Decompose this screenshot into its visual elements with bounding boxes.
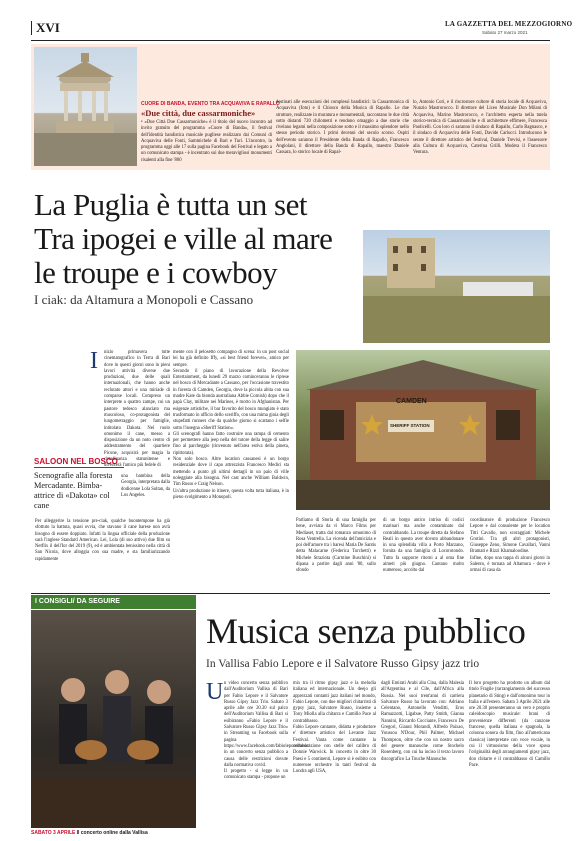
bottom-title: Musica senza pubblico: [206, 611, 526, 651]
caption-date: SABATO 3 APRILE: [31, 830, 76, 836]
bottom-col-3: dagli Emirati Arabi alla Cina, dalla Malesia all'Argentina e al Cile, dall'Africa alla Russia. Nei suoi trent'anni di carriera Salvatore Russo ha lavorato con: Adriano Celentano, Antonello Venditti, Eros Ramazzotti, Ligabue, Patty Smith, Gianna Nannini, Riccardo Cocciante, Francesco De Gregori, Gianni Morandi, Alfredo Paixao, Youssou N'Dour, Phil Palmer, Michael Thompson, oltre che con un nostro sacro del genere manouche come Stochelo Rosenberg, con cui ha inciso il terzo lavoro discografico La Touche Manouche.: [381, 681, 464, 762]
main-subtitle: I ciak: da Altamura a Monopoli e Cassano: [34, 292, 254, 307]
photo-caption: [31, 830, 148, 836]
masthead: LA GAZZETTA DEL MEZZOGIORNO: [445, 20, 573, 28]
camden-sign: CAMDEN: [396, 398, 427, 405]
caption-text: Il concerto online dalla Vallisa: [76, 830, 148, 836]
main-col-1b: una bambina della Georgia, interpretata dalla dodicenne Lola Sultan, da Los Angeles.: [121, 474, 170, 498]
main-title: [34, 188, 364, 290]
musicians-icon: [31, 610, 196, 828]
farmhouse-icon: [363, 230, 550, 343]
kiosk-icon: [34, 47, 137, 166]
main-col-4: di un borgo antico intriso di codici marinari ma anche contaminato dal contrabbando. La troupe diretta da Stefano Reali in questo aver dovuto abbandonare in una splendida villa a Porto Marzano, fornita da una famiglia di Locorotondo. Tutto fa supporre ritorni a al oma fine aimeti più giugno. Cantano molto numeroso, accolto dal: [383, 518, 464, 574]
trio-photo: [31, 610, 196, 828]
main-col-1a: nizio primavera tutte cinematografico in Terra di Bari dove in questi giorni sono in pieni lavori attività diverse due produzioni, due delle quali internazionali, che hanno anche reclutato attori e una miriade di comparse locali. Compreso un interprete a quattro zampe, cui un pastore tedesco alanciato ma muscoloso, co-protagonista del lungometraggio per famiglie, intitolato Dakota. Nel ruolo omonimo il cane, messo a disposizione da un noto centro di addestramento del quartiere Picone, acquisirà per magia la cittadinanza statunitense e diventerà l'amico più fedele di: [104, 350, 170, 469]
header-rule: [31, 40, 550, 41]
main-dropcap: I: [90, 348, 98, 374]
ipogeo-landscape-photo: [363, 230, 550, 343]
bottom-col-2: mix tra il ritmo gipsy jazz e la melodia italiana ed internazionale. Un deejo gli apprezzati contanti jazz italiani nel mondo, Fabio Lepore, con due migliori chitarristi di gypsy jazz, Salvatore Russo, insieme a Tony Miolla alla chitarra e Camillo Pace al contrabbasso. Fabio Lepore cantante, didatta e produttore e' direttore artistico del Levante Jazz Festival. Vanta come cantante la collaborazione con stelle del calibro di Donnie Warwick. In concerto in oltre 30 Paesi e 5 continenti, Lepore si è esibito con numerose orchestre in tanti festival da Londra agli USA,: [293, 681, 376, 775]
bottom-subtitle: In Vallisa Fabio Lepore e il Salvatore Russo Gipsy jazz trio: [206, 658, 480, 670]
header-divider: [31, 21, 32, 35]
sheriff-sign: SHERIFF STATION: [390, 423, 430, 428]
main-col-3: Parliamo di Storia di una famiglia per bene, avviata da vi Marco Films per Mediaset, tratta dal romanzo omonimo di Rosa Ventrella. La vicenda dell'amicizia e poi dell'amore tra i baresi Maria De Santis detta Malacarne (Federica Torchetti) e Michele Straziota (Carmine Buschini) si dipana a partire dagli anni '80, sullo sfondo: [296, 518, 376, 574]
sidebar-text: Scenografie alla foresta Mercadante. Bimba-attrice di «Dakota» col cane: [34, 471, 113, 510]
top-title: «Due città, due cassarmoniche»: [141, 108, 256, 118]
sidebar-kicker: SALOON NEL BOSCO: [34, 457, 118, 466]
bottom-col-1: n video concerto senza pubblico dall'Auditorium Vallisa di Bari per Fabio Lepore e il Salvatore Russo Gipsy Jazz Trio. Sabato 3 aprile alle ore 20.30 sul palco dell'Auditorium Vallisa di Bari si esibiranno «Fabio Lepore e il Salvatore Russo Gipsy Jazz Trio» in Streaming su Facebook sulla pagina https://www.facebook.com/fabioleporemusic/ in un concerto senza pubblico a causa delle restrizioni dovute dalla normativa covid. Il progetto - si legge in un comunicato stampa - propone un: [224, 681, 310, 781]
sheriff-station-photo: [296, 350, 550, 510]
bottom-col-4: Il loro progetto ha prodotto un album dal titolo Fragile (rarrangiamento del successo planetario di Sting) e dall'omonimo tour in Italia e all'estero. Sabato 3 Aprile 2021 alle ore 20.30 presenteranno un vero e proprio caleidoscopio musicale: brani di provenienze differenti (da canzone francese, quella italiana e spagnola, la colonna sonora da film, fino all'americana classica) interpretate con voce vocale, in cui il virtuosismo della voce sposa l'originalità degli arrangiamenti gipsy jazz, doo chitarre e il contrabbasso di Camillo Pace.: [469, 681, 550, 768]
top-col-3: lo, Antonio Cori, e il riscrostore cultore di storia locale di Acquaviva, Nunzio Mastrorocco. Il direttore del Liceo Musicale Don Milani di Acquaviva, Marino Mastrorocco, e l'architetto esperta nella tutela storico-tecnica di Cassarmoniche e di architetture effimere, Francesca Paolicelli. Con loro ci saranno il sindaco di Rapallo, Carlo Bagnasco, e il sindaco di Acquaviva delle Fonti, Davide Carlucci. Introducono le serate il direttore artistico del festival, Daniele Trevisi, e l'assessore alla Cultura di Acquaviva, Caterina Grilli. Modera il Francesco Ventura.: [413, 100, 547, 156]
header-date: Sabato 27 marzo 2021: [482, 30, 528, 35]
main-col-2: mente con il pelosetto compagno di scena: in un post social lei ha già definito Iffy, «si best friend forever», amico per sempre. Secondo il piano di lavorazione della Revolver Entertainment, da lunedì 29 marzo cominceranno le riprese nel bosco di Mercadante a Cassano, per l'occasione travestito in foresta di Camden, Georgia, dove la piccola abita con sua madre Kate da bionda australiana Abbie Cornish) dopo che il papà Clay, militare nei Marines, è morto in Afghanistan. Per esigenze artistiche, il bar favorito del bosco mungiato è stato trasformato in ufficio dello sceriffo, con una mima gioia degli stupefatti runners che da qualche giorno si scattano i selfie sotto l'insegna «Sheriff Station». Gli scenografi hanno fatto costruire una rampa di cemento per permettere alla jeep nella del tutore della legge di salire fino al parcheggio (rinvenuto nell'area estiva della pineta, ripittorata). Non solo bosco. Altre location cassanesi è un borgo residenziale dove il capo attrezzista Francesco Medici sta mettendo a punto gli ultimi dettagli in un paio di ville noleggiate alla bisogna. Nel cast anche William Baldwin, Tim Russo e Craig Nelson. Un'altra produzione in itinere, questa volta tutta italiana, è in pieno svolgimento a Monopoli.: [173, 350, 289, 500]
main-title-line-3: le troupe e i cowboy: [34, 255, 278, 290]
top-col-2: destinati alle esecuzioni dei complessi bandistici: la Cassarmonica di Acquaviva (foto) e il Chiosco della Musica di Rapallo. Le due strutture, realizzate in muratura e monumentali, raccontano le due città sotto distanti 720 chilometri e rendono omaggio a due storie che rivelano legami nella composizione sotto e il massimo splendore nello stesso periodo storico. I primi decenni del secolo scorso. Ospiti dell'evento saranno il Presidente della Banda di Rapallo, Francesco Angiolani, il direttore della Banda di Rapallo, maestro Daniele Cassara, lo storico locale di Rapal-: [276, 100, 409, 156]
main-title-line-1: La Puglia è tutta un set: [34, 187, 307, 222]
main-col-1c: Per alleggerire la tensione pre-ciak, qualche buontempone ha già sfottuto la battuta, quasi ovvia, che stavano il cane barese non avrà bisogno di essere doppiato. Infatti la lingua ufficiale della produzione sarà l'inglese Standard American. Lei, Lola (di suo attivo) due film su Netflix il dell'Ior del 2019 (9), ed è ambientata benissimo nella città di San Nicola, dove alloggia con sua madre, e sta familiarizzando rapidamente: [35, 519, 170, 562]
bottom-top-rule: [31, 593, 550, 594]
bottom-dropcap: U: [206, 679, 224, 705]
sheriff-building-icon: [296, 350, 550, 510]
top-col-1: • «Due Città Due Cassarmoniche» è il titolo del nuovo incontro ad invito gratuito del programma «Cuore di Banda», il festival dell'identità bandistica musicale pugliese realizzato dai Comuni di Acquaviva delle Fonti, Sammichele di Bari e Turi. L'incontro, in programma oggi alle 17 sulla pagina Facebook del Festival e legato a un comunicato stampa - è incentrato sui due meravigliosi monumenti risalenti alla fine '800: [141, 120, 272, 163]
main-title-line-2: Tra ipogei e ville al mare: [34, 221, 333, 256]
cassarmonica-photo: [34, 47, 137, 166]
main-col-5: coordinatore di produzione Francesco Lepore e dal consulente per le location Titti Cavallo, non scoraggiati: Michele Grotini. Tra gli altri protagonisti, Giuseppe Zeno, Simone Cavallari, Vanni Bramati e Rizzi Khamaloodine. Infine, dopo una tappa di alcuni giorni in Salento, è tornata ad Altamura - dove è ormai di casa da: [470, 518, 550, 574]
top-kicker: CUORE DI BANDA, EVENTO TRA ACQUAVIVA E RAPALLO: [141, 101, 280, 107]
page-number: XVI: [36, 20, 60, 35]
bottom-section-label: I CONSIGLI/ DA SEGUIRE: [31, 595, 196, 609]
